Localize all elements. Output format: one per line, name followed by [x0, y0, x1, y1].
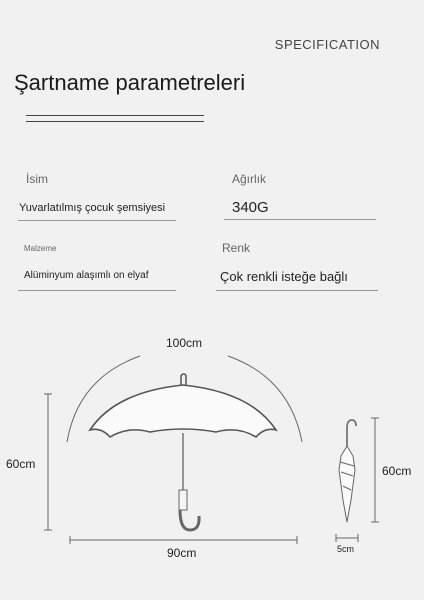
- umbrella-hook-icon: [180, 510, 199, 530]
- color-value: Çok renkli isteğe bağlı: [220, 269, 348, 284]
- material-value: Alüminyum alaşımlı on elyaf: [24, 270, 149, 281]
- page-title: Şartname parametreleri: [14, 70, 246, 95]
- name-value: Yuvarlatılmış çocuk şemsiyesi: [19, 202, 166, 214]
- specification-heading: SPECIFICATION: [274, 37, 380, 52]
- weight-label: Ağırlık: [232, 172, 267, 186]
- name-label: İsim: [26, 172, 48, 186]
- closed-width-label: 5cm: [337, 544, 355, 554]
- umbrella-canopy-icon: [90, 385, 276, 437]
- open-span-label: 90cm: [167, 546, 197, 560]
- material-label: Malzeme: [24, 244, 57, 253]
- umbrella-grip-icon: [179, 490, 187, 510]
- weight-value: 340G: [232, 199, 269, 216]
- closed-height-label: 60cm: [382, 464, 412, 478]
- color-label: Renk: [222, 241, 251, 255]
- closed-hook-icon: [347, 420, 356, 446]
- open-width-label: 100cm: [166, 336, 203, 350]
- open-height-label: 60cm: [6, 457, 36, 471]
- umbrella-tip-icon: [181, 374, 186, 385]
- closed-umbrella-icon: [339, 446, 355, 522]
